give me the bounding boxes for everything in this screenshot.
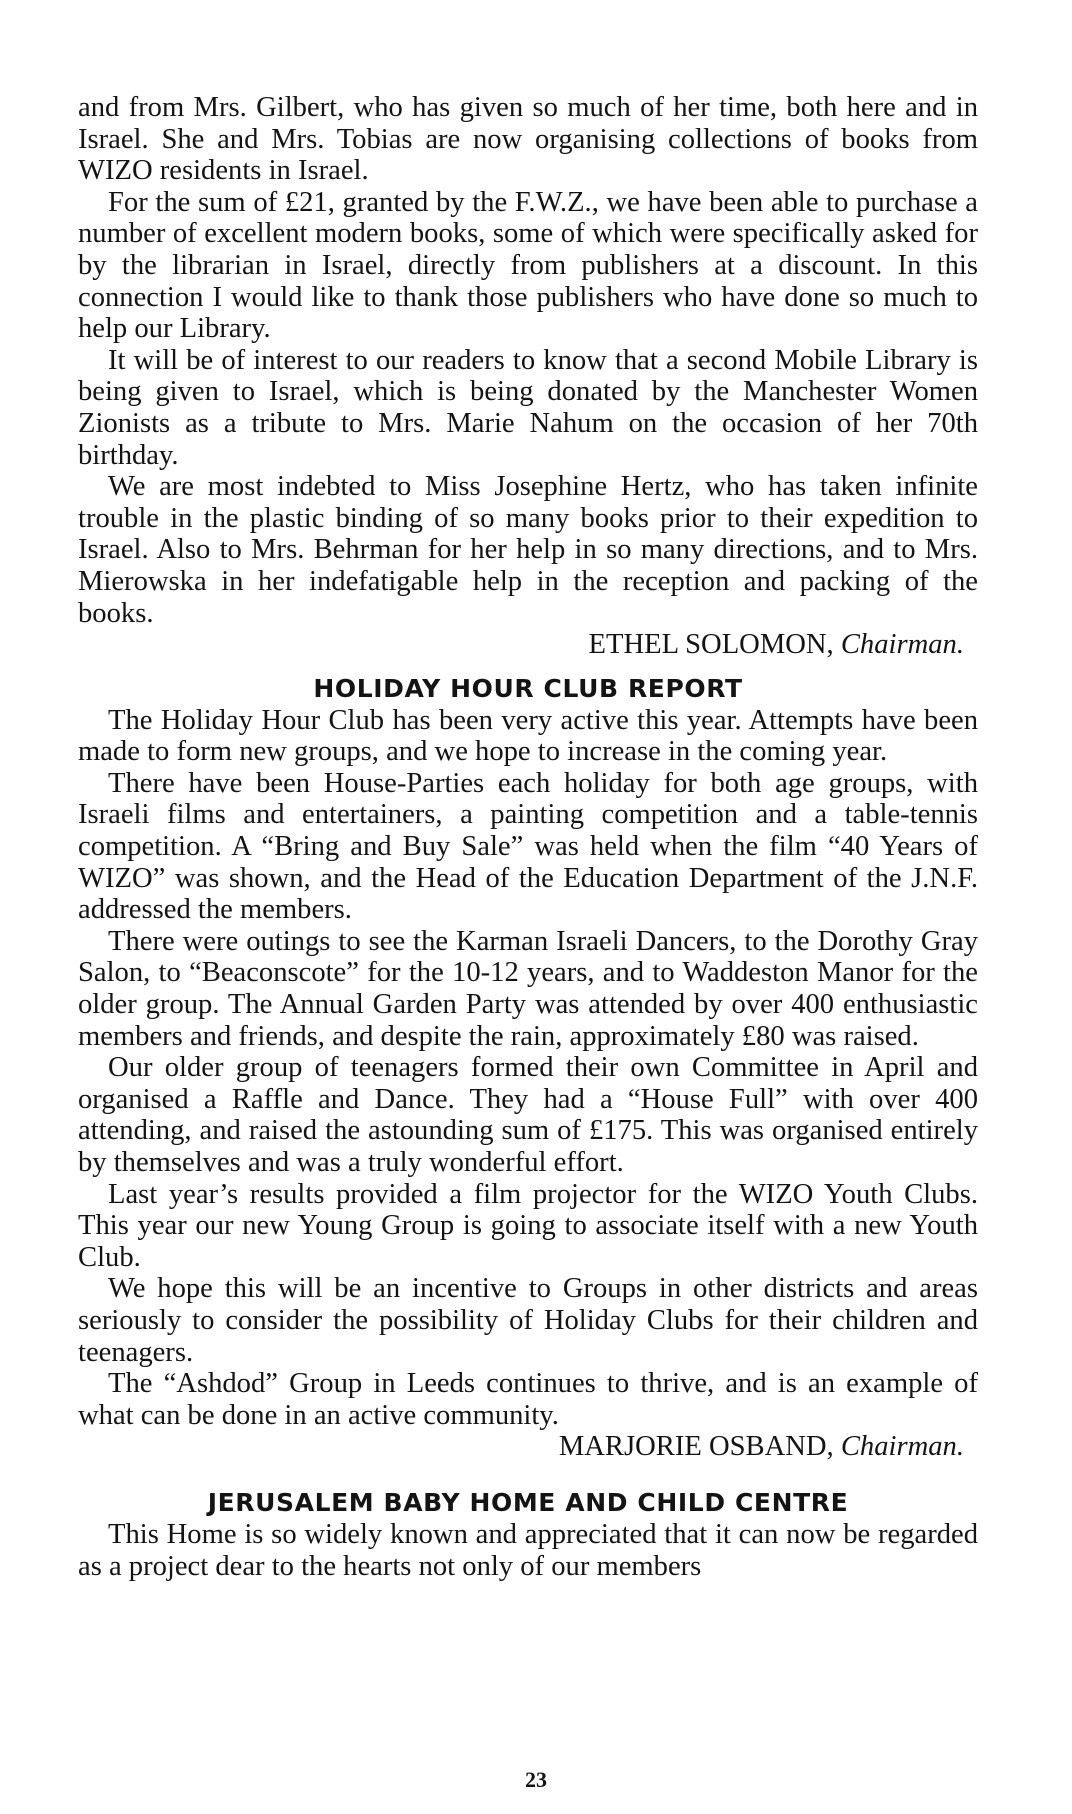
- section-heading: JERUSALEM BABY HOME AND CHILD CENTRE: [207, 1487, 849, 1517]
- signature: [78, 1431, 978, 1463]
- paragraph: This Home is so widely known and appreciated that it can now be regarded as a project dear to the hearts not only of our members: [78, 1518, 978, 1582]
- signature: [78, 629, 978, 661]
- paragraph: The “Ashdod” Group in Leeds continues to thrive, and is an example of what can be done in an active community.: [78, 1368, 978, 1431]
- signature-title: Chairman.: [840, 1431, 964, 1463]
- paragraph: The Holiday Hour Club has been very active this year. Attempts have been made to form new groups, and we hope to increase in the coming year.: [78, 704, 978, 768]
- paragraph: We hope this will be an incentive to Groups in other districts and areas seriously to consider the possibility of Holiday Clubs for their children and teenagers.: [78, 1273, 978, 1368]
- holiday-section: [78, 675, 978, 1463]
- page-number: 23: [525, 1767, 547, 1792]
- jerusalem-section: [78, 1489, 978, 1582]
- paragraph: There have been House-Parties each holiday for both age groups, with Israeli films and entertainers, a painting competition and a table-tennis competition. A “Bring and Buy Sale” was held when the film “40 Years of WIZO” was shown, and the Head of the Education Department of the J.N.F. addressed the members.: [78, 767, 978, 926]
- library-section: [78, 92, 978, 661]
- paragraph: We are most indebted to Miss Josephine Hertz, who has taken infinite trouble in the plastic binding of so many books prior to their expedition to Israel. Also to Mrs. Behrman for her help in so many directions, and to Mrs. Mierowska in her indefatigable help in the reception and packing of the books.: [78, 471, 978, 629]
- paragraph: Our older group of teenagers formed their own Committee in April and organised a Raffle and Dance. They had a “House Full” with over 400 attending, and raised the astounding sum of £175. This was organised entirely by themselves and was a truly wonderful effort.: [78, 1052, 978, 1178]
- section-heading: HOLIDAY HOUR CLUB REPORT: [313, 673, 743, 703]
- document-page: [78, 92, 978, 1582]
- paragraph: For the sum of £21, granted by the F.W.Z., we have been able to purchase a number of excellent modern books, some of which were specifically asked for by the librarian in Israel, directly from publishers at a discount. In this connection I would like to thank those publishers who have done so much to help our Library.: [78, 186, 978, 345]
- paragraph: It will be of interest to our readers to know that a second Mobile Library is being given to Israel, which is being donated by the Manchester Women Zionists as a tribute to Mrs. Marie Nahum on the occasion of her 70th birthday.: [78, 344, 978, 471]
- signature-name: MARJORIE OSBAND,: [558, 1431, 834, 1463]
- paragraph: Last year’s results provided a film projector for the WIZO Youth Clubs. This year our new Young Group is going to associate itself with a new Youth Club.: [78, 1178, 978, 1273]
- signature-name: ETHEL SOLOMON,: [588, 629, 834, 661]
- signature-title: Chairman.: [840, 629, 964, 661]
- paragraph: There were outings to see the Karman Israeli Dancers, to the Dorothy Gray Salon, to “Beaconscote” for the 10-12 years, and to Waddeston Manor for the older group. The Annual Garden Party was attended by over 400 enthusiastic members and friends, and despite the rain, approximately £80 was raised.: [78, 925, 978, 1052]
- paragraph: and from Mrs. Gilbert, who has given so much of her time, both here and in Israel. She and Mrs. Tobias are now organising collections of books from WIZO residents in Israel.: [78, 92, 978, 187]
